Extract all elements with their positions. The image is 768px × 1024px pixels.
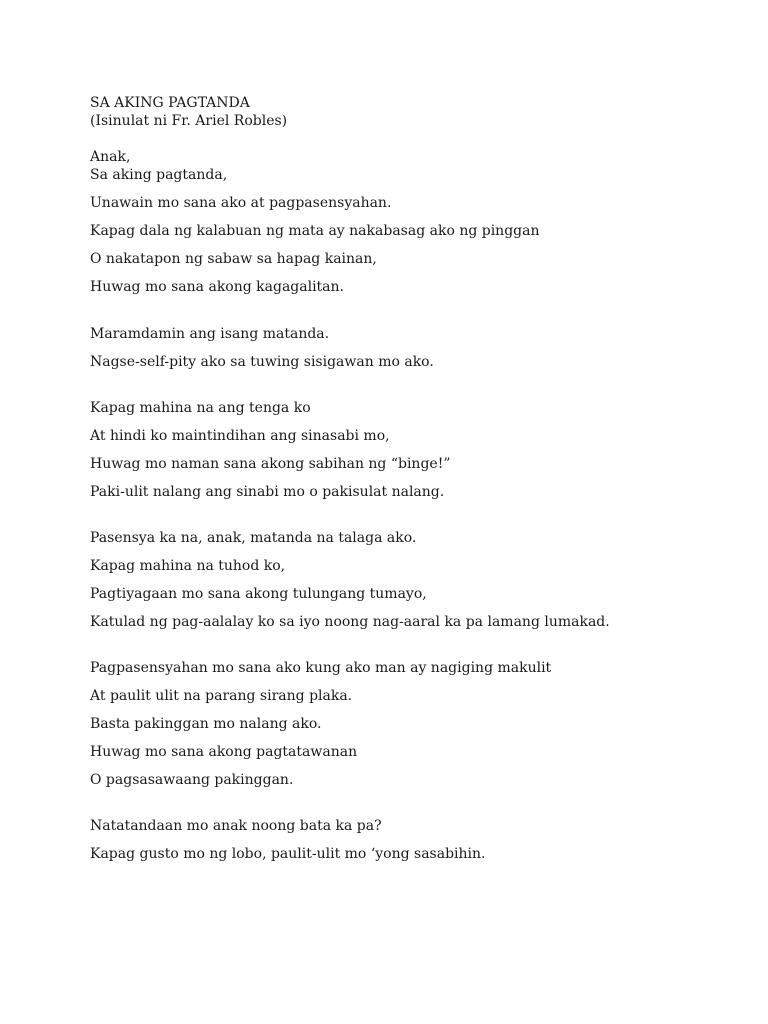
poem-line: Kapag mahina na ang tenga ko [90,400,311,416]
poem-line: Paki-ulit nalang ang sinabi mo o pakisulat nalang. [90,484,445,500]
stanza-3 [90,399,730,501]
document-page [90,94,730,891]
poem-line: Basta pakinggan mo nalang ako. [90,716,322,732]
poem-line: Natatandaan mo anak noong bata ka pa? [90,818,382,834]
poem-line: Katulad ng pag-aalalay ko sa iyo noong nag-aaral ka pa lamang lumakad. [90,614,610,630]
document-title: SA AKING PAGTANDA [90,95,250,111]
greeting [90,148,730,184]
stanza-5 [90,659,730,789]
poem-line: Huwag mo naman sana akong sabihan ng “binge!” [90,456,451,472]
poem-line: Huwag mo sana akong kagagalitan. [90,279,344,295]
poem-line: Maramdamin ang isang matanda. [90,326,330,342]
poem-line: At paulit ulit na parang sirang plaka. [90,688,353,704]
poem-line: Kapag dala ng kalabuan ng mata ay nakabasag ako ng pinggan [90,223,540,239]
poem-line: O nakatapon ng sabaw sa hapag kainan, [90,251,377,267]
poem-line: Nagse-self-pity ako sa tuwing sisigawan mo ako. [90,354,434,370]
poem-line: Kapag gusto mo ng lobo, paulit-ulit mo ‘yong sasabihin. [90,846,486,862]
poem-line: Pagtiyagaan mo sana akong tulungang tumayo, [90,586,427,602]
stanza-2 [90,325,730,371]
poem-line: Unawain mo sana ako at pagpasensyahan. [90,195,392,211]
document-header [90,94,730,130]
poem-line: Pagpasensyahan mo sana ako kung ako man ay nagiging makulit [90,660,552,676]
poem-line: Pasensya ka na, anak, matanda na talaga ako. [90,530,417,546]
greeting-line: Anak, [90,149,131,165]
poem-line: Huwag mo sana akong pagtatawanan [90,744,358,760]
stanza-1 [90,194,730,296]
greeting-line: Sa aking pagtanda, [90,167,228,183]
poem-line: At hindi ko maintindihan ang sinasabi mo, [90,428,390,444]
author-line: (Isinulat ni Fr. Ariel Robles) [90,113,288,129]
stanza-4 [90,529,730,631]
stanza-6 [90,817,730,863]
poem-line: Kapag mahina na tuhod ko, [90,558,286,574]
poem-line: O pagsasawaang pakinggan. [90,772,294,788]
